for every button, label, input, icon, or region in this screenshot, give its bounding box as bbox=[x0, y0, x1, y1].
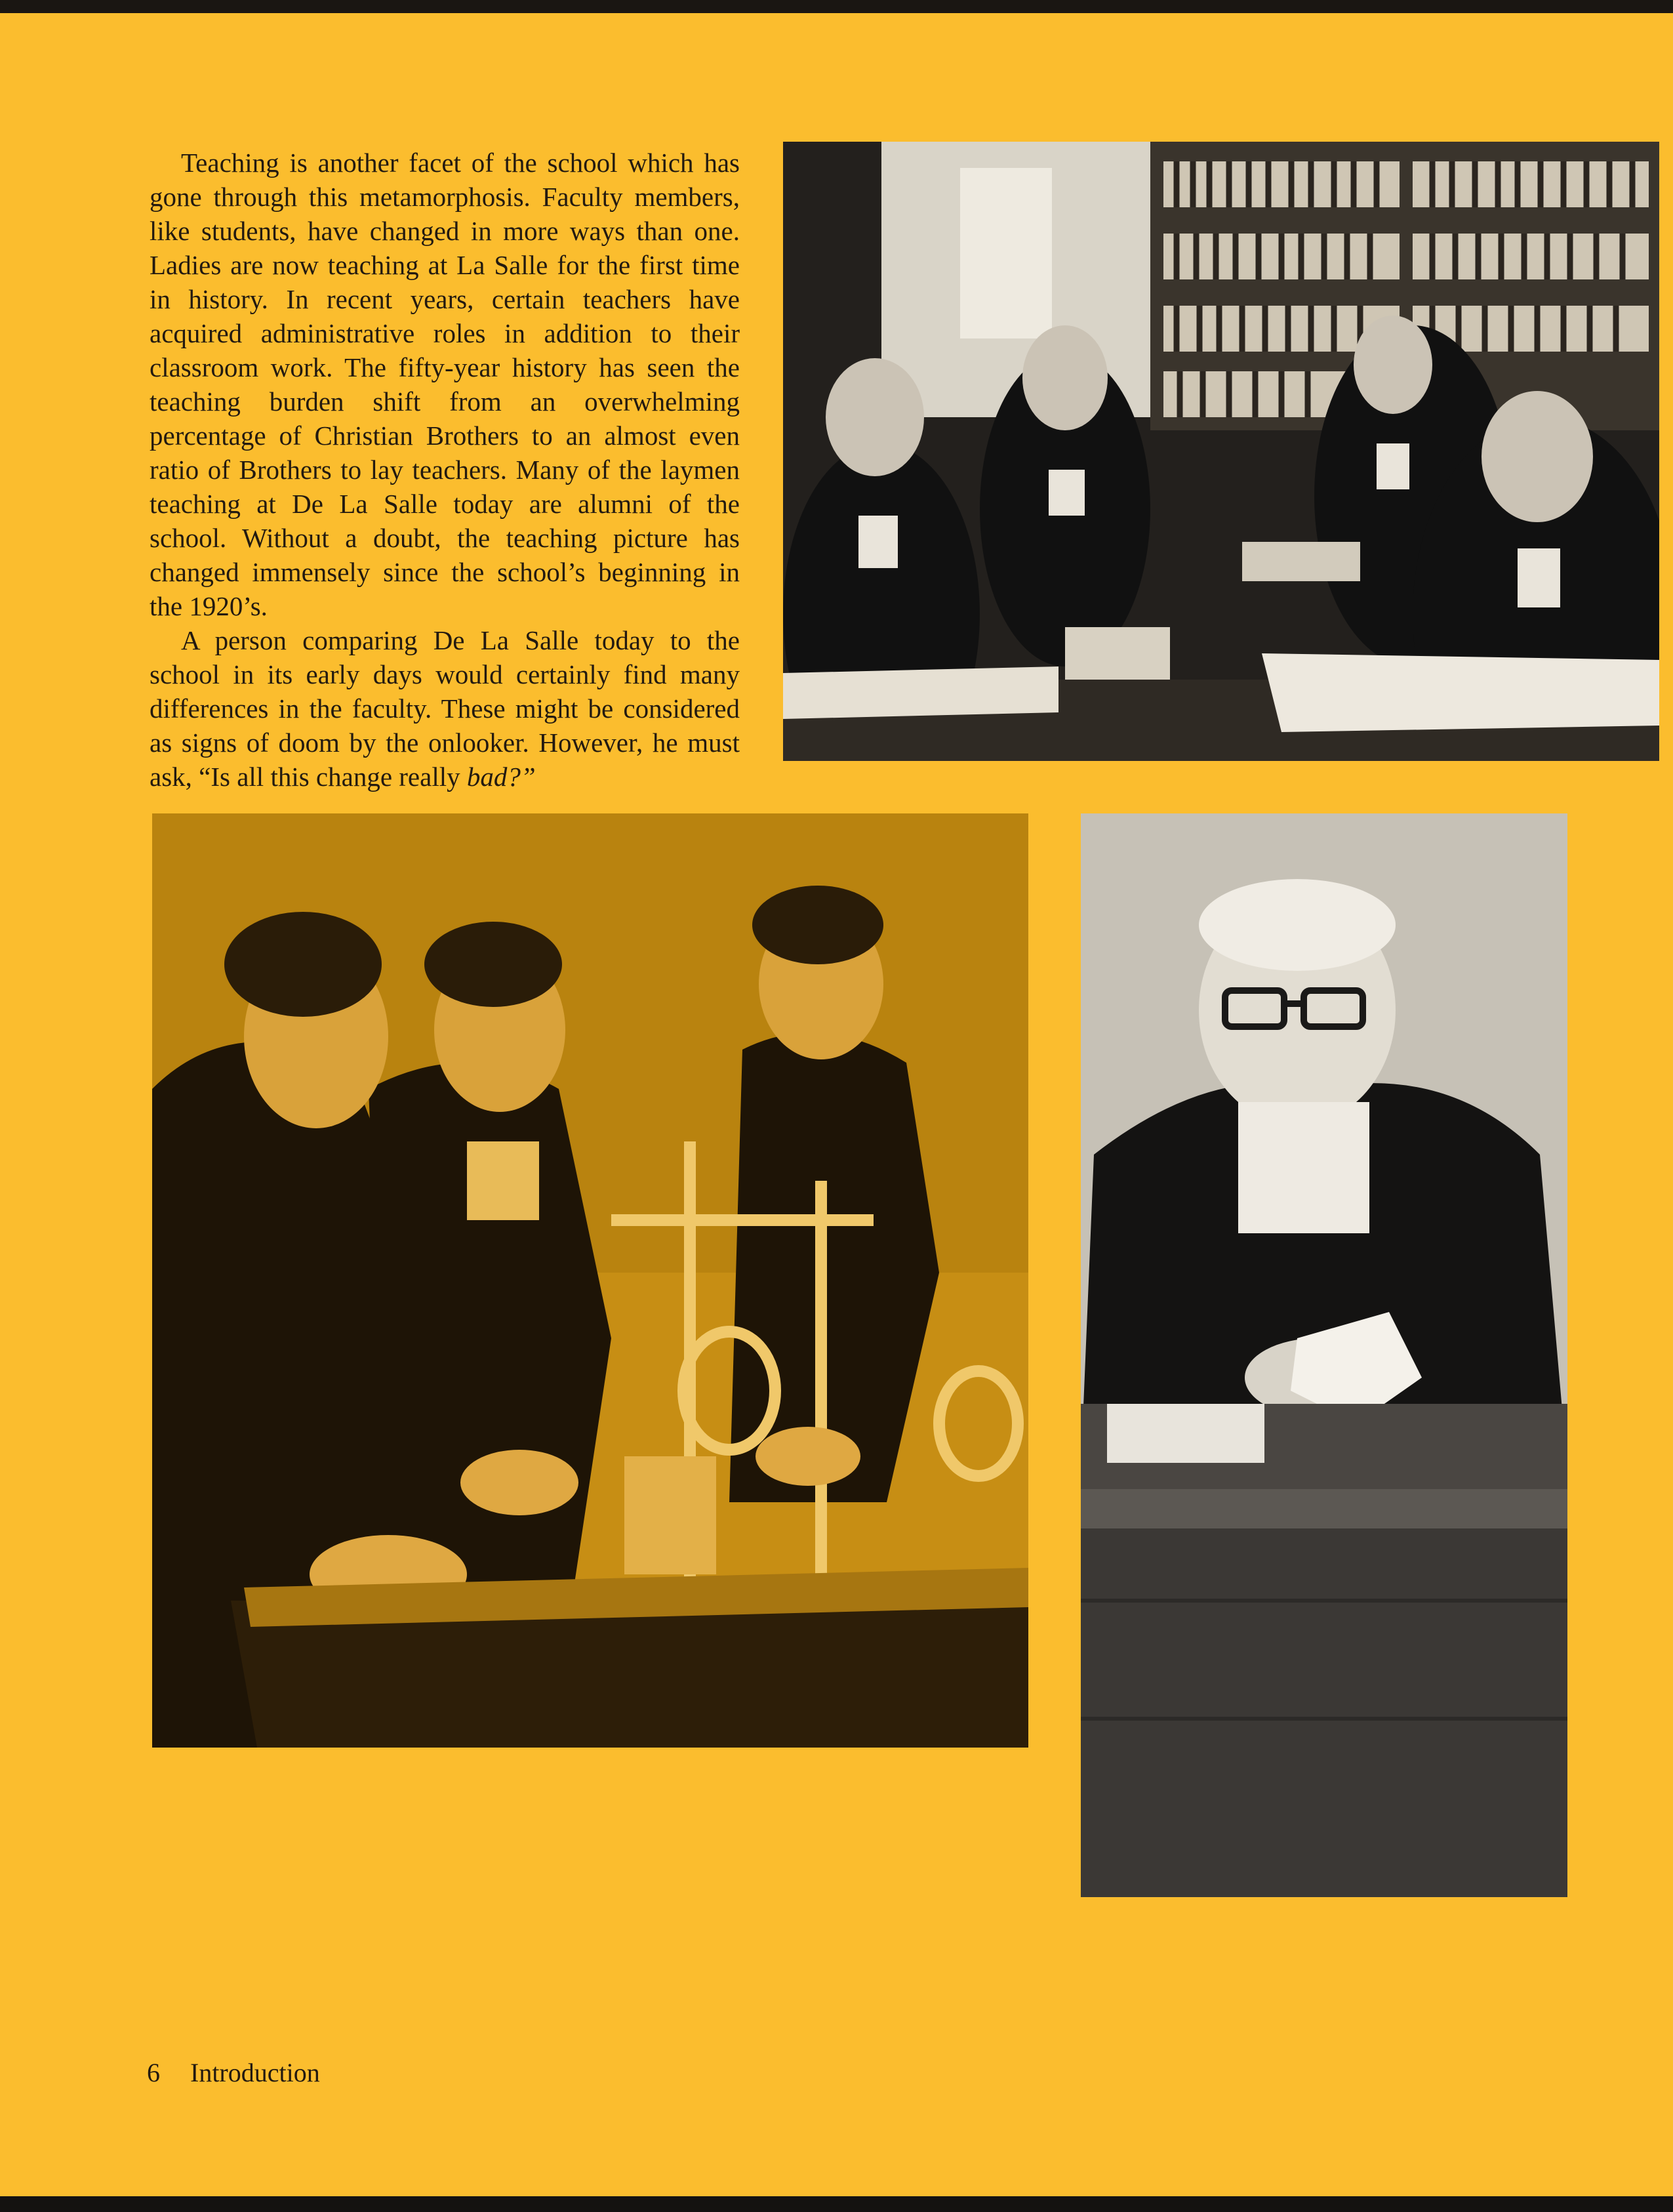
brother-photo bbox=[1081, 813, 1567, 1897]
scan-top-edge bbox=[0, 0, 1673, 13]
faculty-photo-illustration bbox=[783, 142, 1659, 761]
section-label: Introduction bbox=[190, 2058, 320, 2087]
page-number: 6 bbox=[147, 2058, 160, 2087]
paragraph-1: Teaching is another facet of the school which has gone through this metamorphosis. Faculty members, like students, have changed in more ways than one. Ladies are now teaching at La Salle for the first time in history. In recent years, certain teachers have acquired administrative roles in addition to their classroom work. The fifty-year history has seen the teaching burden shift from an overwhelming percentage of Christian Brothers to an almost even ratio of Brothers to lay teachers. Many of the laymen teaching at De La Salle today are alumni of the school. Without a doubt, the teaching picture has changed immensely since the school’s beginning in the 1920’s. bbox=[150, 148, 740, 621]
lab-photo bbox=[152, 813, 1028, 1748]
paragraph-2 bbox=[150, 623, 740, 794]
paragraph-2-text: A person comparing De La Salle today to the school in its early days would certainly find many differences in the faculty. These might be considered as signs of doom by the onlooker. However, he must ask, “Is all this change really bbox=[150, 625, 740, 792]
italic-emphasis: bad?” bbox=[466, 762, 536, 792]
page-footer bbox=[147, 2057, 320, 2089]
lab-photo-illustration bbox=[152, 813, 1028, 1748]
faculty-photo bbox=[783, 142, 1659, 761]
article-text bbox=[150, 146, 740, 794]
brother-photo-illustration bbox=[1081, 813, 1567, 1897]
scan-bottom-edge bbox=[0, 2196, 1673, 2212]
